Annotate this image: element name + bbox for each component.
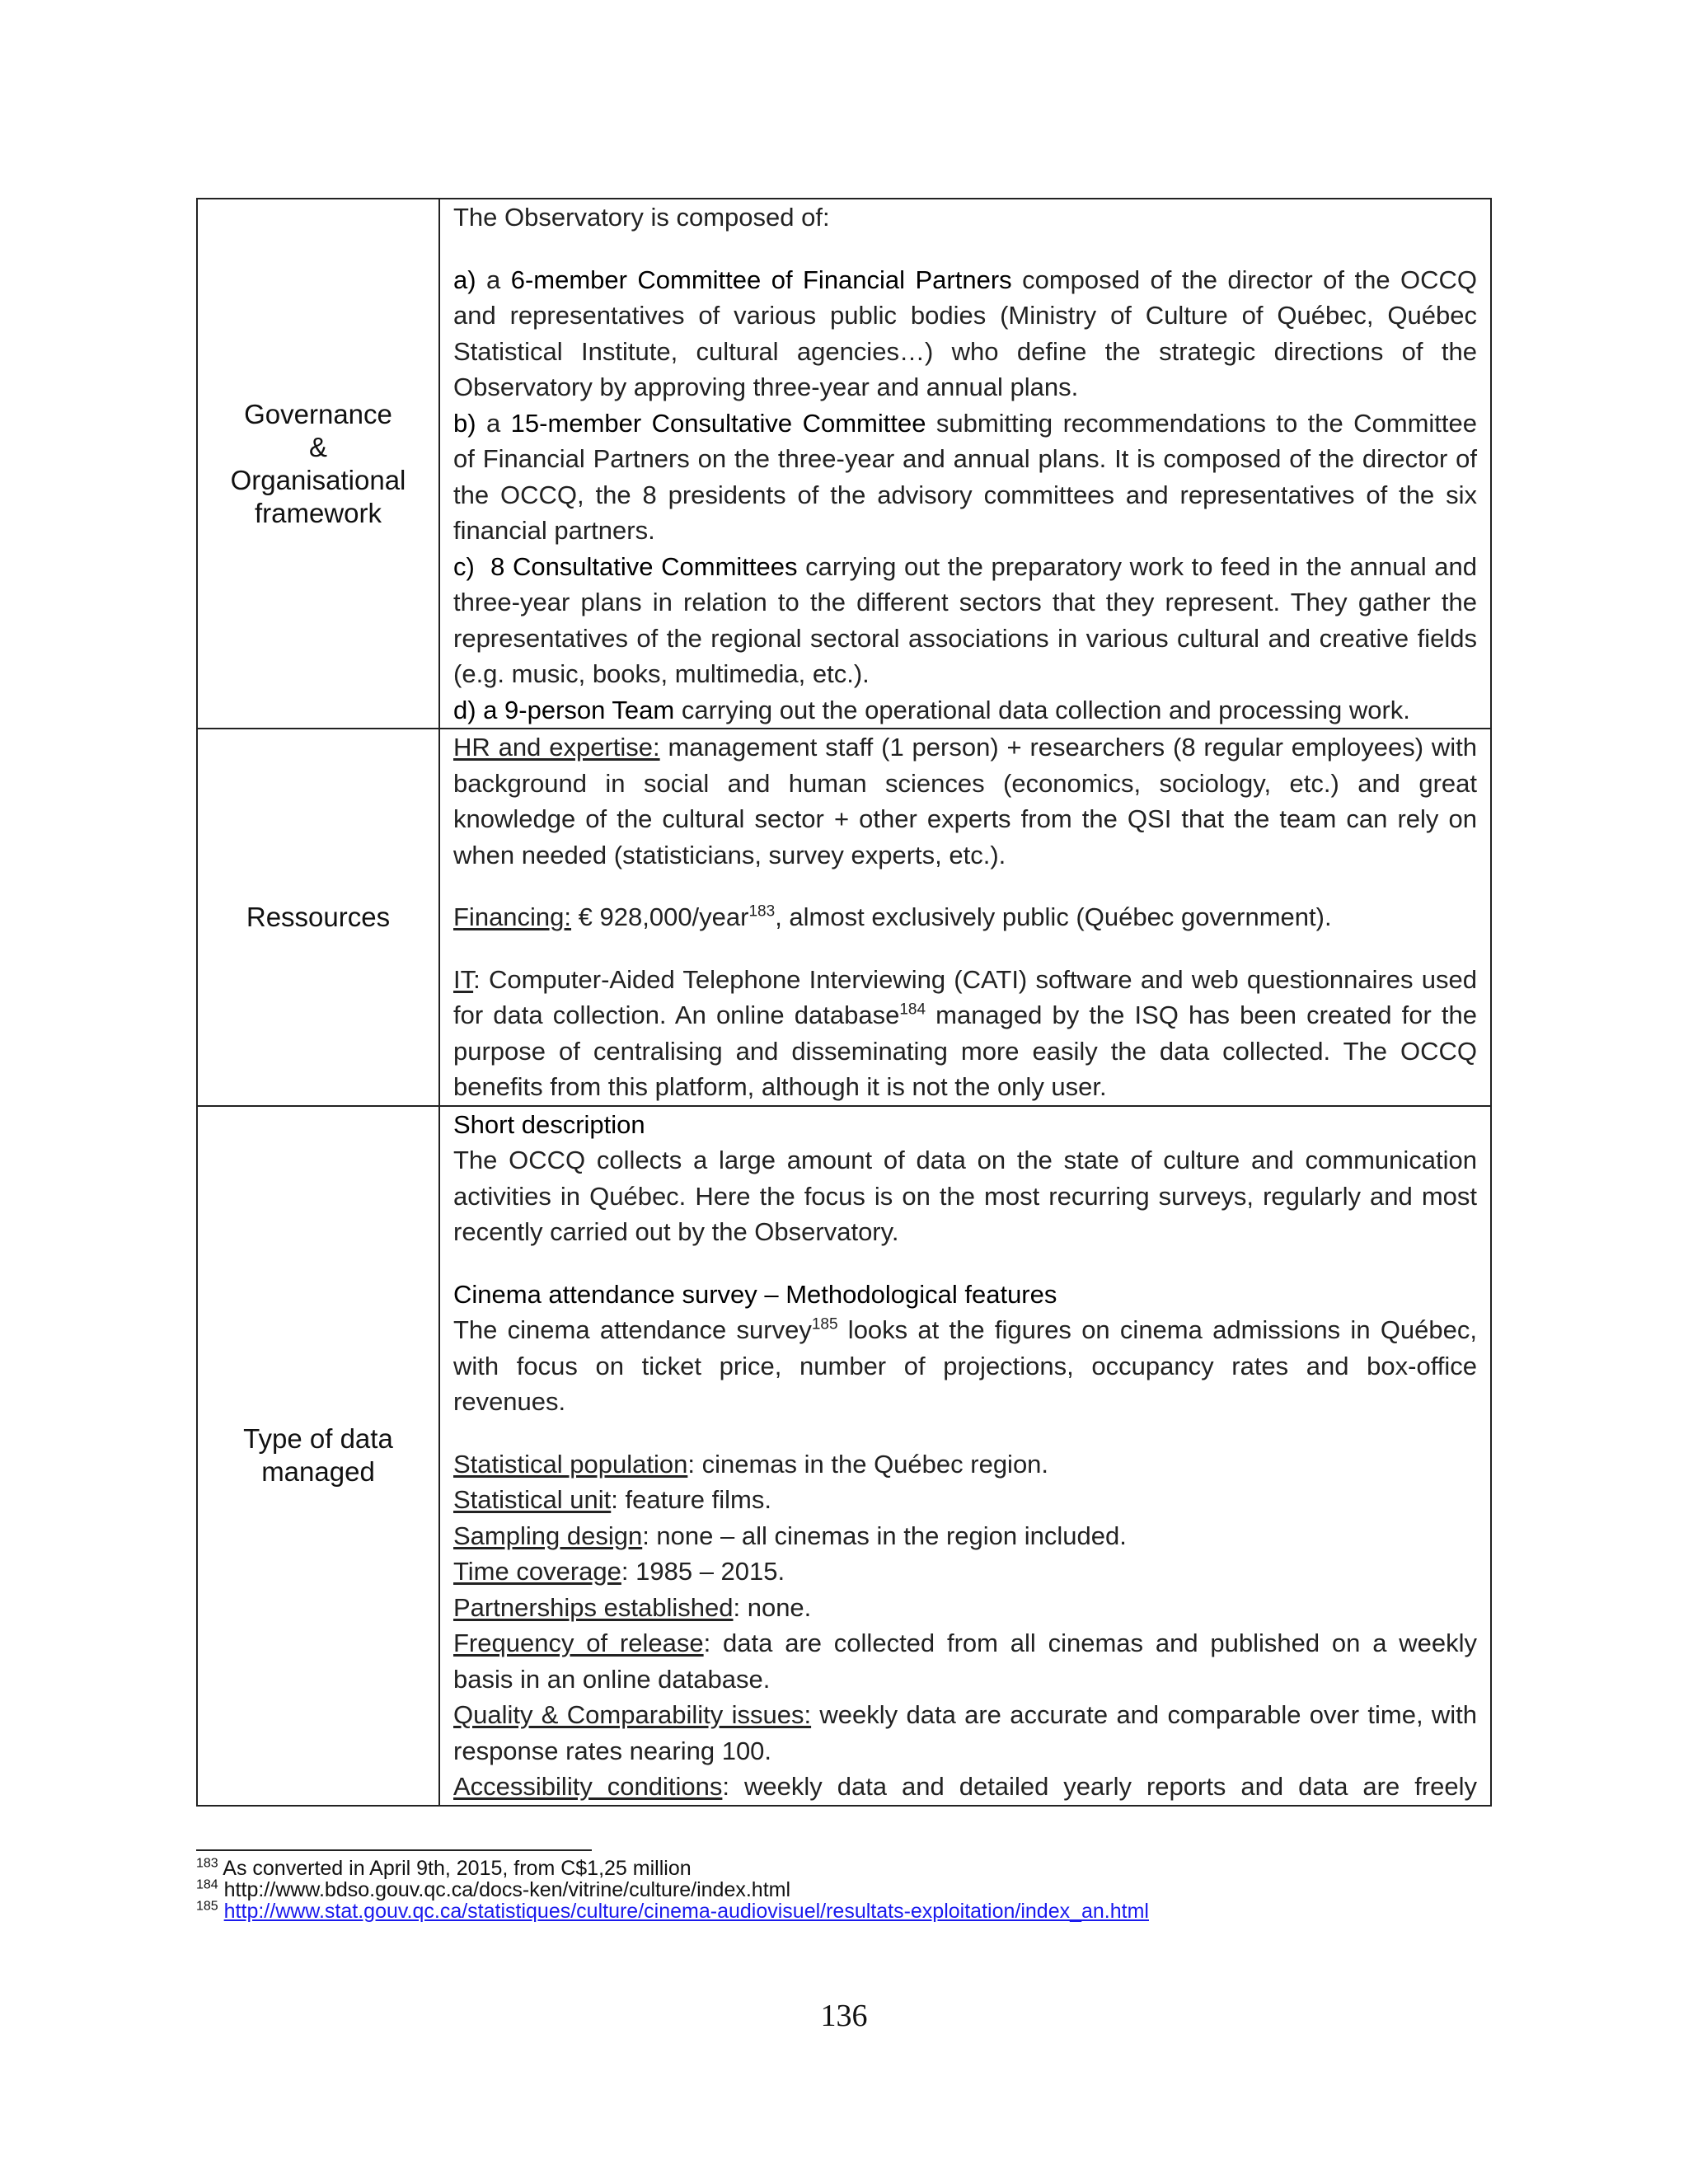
page-number: 136 (820, 1999, 868, 2033)
footnote-ref-183: 183 (748, 902, 776, 921)
governance-label-cell (197, 199, 439, 729)
consultative-committee: 15-member Consultative Committee (510, 408, 926, 438)
field-partnerships: Partnerships established: none. (453, 1592, 812, 1622)
governance-item-a: a) a 6-member Committee of Financial Partners composed of the director of the OCCQ and representatives of various public bodies (Ministry of Culture of Québec, Québec Statistical Institute, cultural agencies…) who define the strategic directions of the Observatory by approving three-year and annual plans. (453, 265, 1478, 401)
field-frequency-release: Frequency of release: data are collected from all cinemas and published on a weekly basis in an online database. (453, 1629, 1478, 1694)
footnotes (196, 1858, 1350, 1922)
field-accessibility: Accessibility conditions: weekly data and detailed yearly reports and data are freely (453, 1772, 1477, 1801)
governance-item-b: b) a 15-member Consultative Committee submitting recommendations to the Committee of Financial Partners on the three-year and annual plans. It is composed of the director of the OCCQ, the 8 presidents of the advisory committees and representatives of the six financial partners. (453, 408, 1478, 545)
resources-content-cell (439, 729, 1491, 1106)
field-statistical-unit: Statistical unit: feature films. (453, 1485, 771, 1514)
governance-item-d: d) a 9-person Team carrying out the operational data collection and processing work. (453, 695, 1410, 724)
table-row-governance (197, 199, 1491, 729)
governance-label-line: Governance (244, 398, 392, 429)
resources-label-cell (197, 729, 439, 1106)
footnote-184: $^{184}$ http://www.bdso.gouv.qc.ca/docs-ken/vitrine/culture/index.html (196, 1877, 791, 1901)
data-managed-content-cell (439, 1106, 1491, 1806)
field-time-coverage: Time coverage: 1985 – 2015. (453, 1557, 785, 1586)
financing: Financing: € 928,000/year$^{183}$, almost exclusively public (Québec government). (453, 902, 1332, 931)
governance-content-cell (439, 199, 1491, 729)
governance-item-c: c) 8 Consultative Committees carrying out the preparatory work to feed in the annual and three-year plans in relation to the different sectors that they represent. They gather the representatives of the regional sectoral associations in various cultural and creative fields (e.g. music, books, multimedia, etc.). (453, 551, 1477, 688)
table-row-data-managed (197, 1106, 1491, 1806)
short-description-text: The OCCQ collects a large amount of data on the state of culture and communication activities in Québec. Here the focus is on the most recurring surveys, regularly and most recently carried out by the Observatory. (453, 1146, 1477, 1246)
governance-intro: The Observatory is composed of: (453, 203, 830, 232)
footnote-183: $^{183}$ As converted in April 9th, 2015, from C$1,25 million (196, 1856, 692, 1880)
footnote-185-link[interactable]: http://www.stat.gouv.qc.ca/statistiques/culture/cinema-audiovisuel/resultats-exploitation/index_an.html (223, 1900, 1149, 1923)
governance-label-line: framework (254, 497, 382, 528)
table-row-resources (197, 729, 1491, 1106)
committee-financial-partners: 6-member Committee of Financial Partners (510, 265, 1012, 294)
field-sampling-design: Sampling design: none – all cinemas in the region included. (453, 1521, 1127, 1550)
data-managed-label-line: Type of data (243, 1423, 393, 1454)
resources-label: Ressources (246, 901, 391, 932)
field-quality-comparability: Quality & Comparability issues: weekly data are accurate and comparable over time, with response rates nearing 100. (453, 1700, 1477, 1765)
short-description-heading: Short description (453, 1109, 645, 1139)
observatory-table (196, 198, 1492, 1807)
governance-label-line: Organisational (230, 464, 406, 495)
data-managed-label-cell (197, 1106, 439, 1806)
footnote-separator (196, 1849, 592, 1851)
cinema-survey-heading: Cinema attendance survey – Methodological features (453, 1279, 1057, 1309)
consultative-committees: 8 Consultative Committees (490, 551, 798, 581)
field-statistical-population: Statistical population: cinemas in the Québec region. (453, 1449, 1049, 1479)
governance-label-line: & (308, 431, 327, 462)
it-resources: IT: Computer-Aided Telephone Interviewing (CATI) software and web questionnaires used for data collection. An online database$^{184}$ managed by the ISQ has been created for the purpose of centralising and disseminating more easily the data collected. The OCCQ benefits from this platform, although it is not the only user. (453, 964, 1477, 1101)
footnote-ref-185: 185 (811, 1315, 838, 1333)
footnote-185: $^{185}$ http://www.stat.gouv.qc.ca/statistiques/culture/cinema-audiovisuel/resultats-exploitation/index_an.html (196, 1899, 1149, 1923)
hr-expertise: HR and expertise: management staff (1 person) + researchers (8 regular employees) with background in social and human sciences (economics, sociology, etc.) and great knowledge of the cultural sector + other experts from the QSI that the team can rely on when needed (statisticians, survey experts, etc.). (453, 733, 1477, 869)
footnote-ref-184: 184 (899, 1001, 926, 1019)
data-managed-label-line: managed (261, 1456, 375, 1487)
cinema-survey-text: The cinema attendance survey$^{185}$ looks at the figures on cinema admissions in Québec, with focus on ticket price, number of projections, occupancy rates and box-office revenues. (453, 1315, 1478, 1416)
person-team: d) a 9-person Team (453, 695, 675, 724)
